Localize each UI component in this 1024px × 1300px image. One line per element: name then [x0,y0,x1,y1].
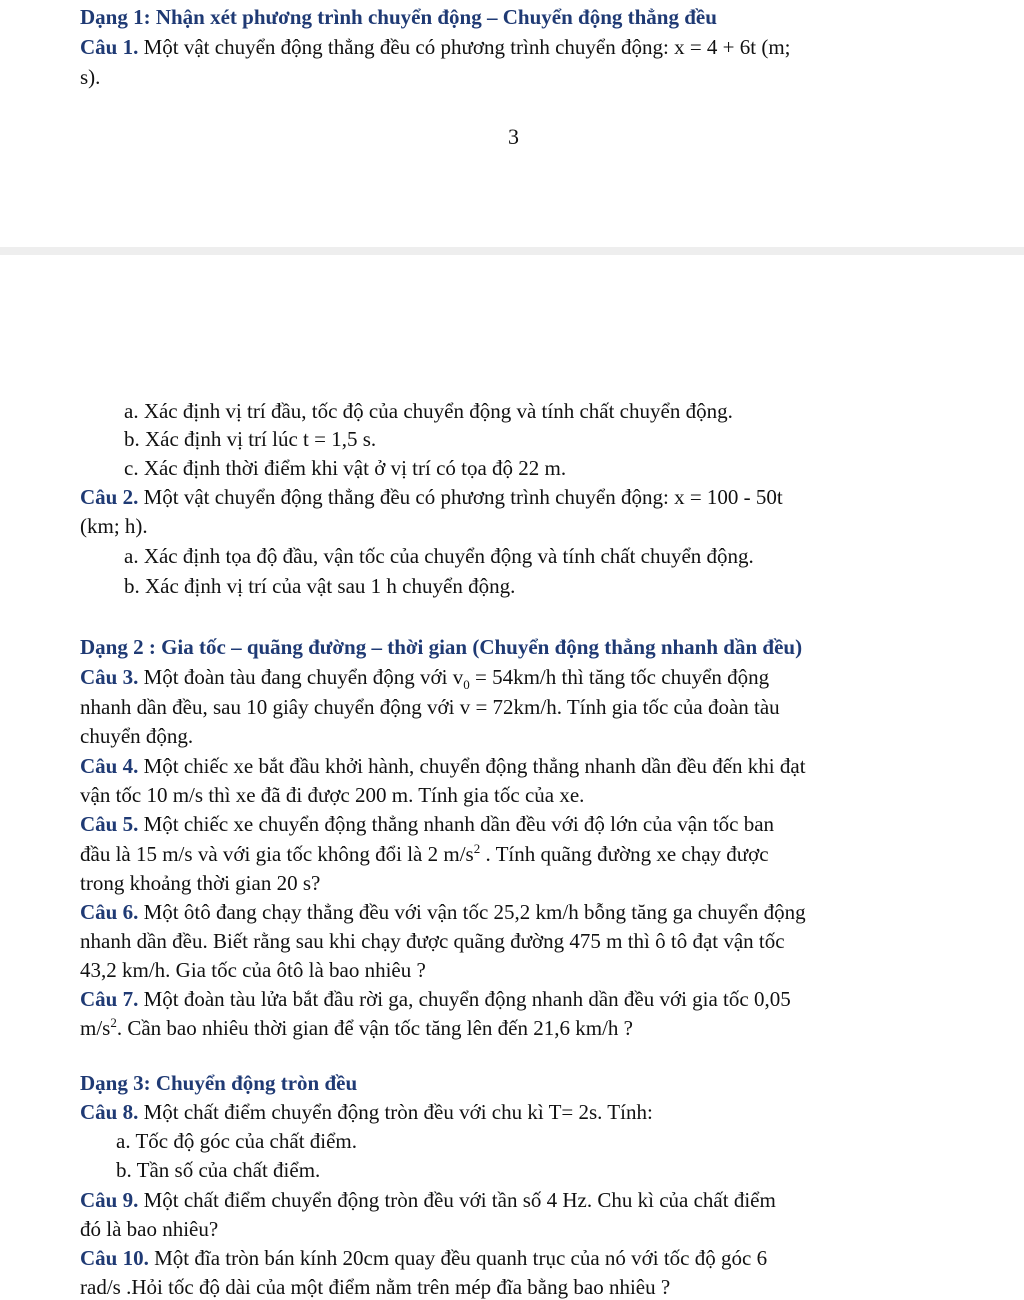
section2-heading: Dạng 2 : Gia tốc – quãng đường – thời gian (Chuyển động thẳng nhanh dần đều) [80,635,803,659]
q5-line3: trong khoảng thời gian 20 s? [80,871,321,895]
q1-b: b. Xác định vị trí lúc t = 1,5 s. [124,427,377,451]
q1-c: c. Xác định thời điểm khi vật ở vị trí có tọa độ 22 m. [124,456,567,480]
section1-heading: Dạng 1: Nhận xét phương trình chuyển động – Chuyển động thẳng đều [80,5,717,29]
q5-line1 [80,811,774,837]
q3-line1 [80,664,770,693]
q1-a: a. Xác định vị trí đầu, tốc độ của chuyển động và tính chất chuyển động. [124,399,733,423]
q2-a: a. Xác định tọa độ đầu, vận tốc của chuyển động và tính chất chuyển động. [124,544,754,568]
q8-a: a. Tốc độ góc của chất điểm. [116,1129,358,1153]
q1-line1 [80,34,791,60]
q7-text2-a: m/s [80,1016,111,1040]
q6-text: Một ôtô đang chạy thẳng đều với vận tốc 25,2 km/h bỗng tăng ga chuyển động [143,900,806,924]
q4-text: Một chiếc xe bắt đầu khởi hành, chuyển động thẳng nhanh dần đều đến khi đạt [143,754,806,778]
q2-line1 [80,484,783,510]
q4-line1 [80,753,806,779]
q5-text2-b: . Tính quãng đường xe chạy được [480,842,769,866]
q7-label: Câu 7. [80,987,139,1011]
q10-text: Một đĩa tròn bán kính 20cm quay đều quanh trục của nó với tốc độ góc 6 [154,1246,768,1270]
q1-line2: s). [80,65,101,89]
q9-line2: đó là bao nhiêu? [80,1217,219,1241]
q5-superscript: 2 [473,841,481,856]
q10-line2: rad/s .Hỏi tốc độ dài của một điểm nằm trên mép đĩa bằng bao nhiêu ? [80,1275,671,1299]
q8-line1 [80,1099,653,1125]
q8-text: Một chất điểm chuyển động tròn đều với chu kì T= 2s. Tính: [143,1100,653,1124]
q5-text: Một chiếc xe chuyển động thẳng nhanh dần đều với độ lớn của vận tốc ban [143,812,775,836]
q7-text: Một đoàn tàu lửa bắt đầu rời ga, chuyển động nhanh dần đều với gia tốc 0,05 [143,987,791,1011]
q3-text-b: = 54km/h thì tăng tốc chuyển động [469,665,770,689]
q6-line3: 43,2 km/h. Gia tốc của ôtô là bao nhiêu ? [80,958,426,982]
q1-label: Câu 1. [80,35,139,59]
q8-b: b. Tần số của chất điểm. [116,1158,321,1182]
q7-line1 [80,986,791,1012]
q2-line2: (km; h). [80,514,148,538]
q2-b: b. Xác định vị trí của vật sau 1 h chuyển động. [124,574,516,598]
q9-text: Một chất điểm chuyển động tròn đều với tần số 4 Hz. Chu kì của chất điểm [143,1188,776,1212]
q7-line2 [80,1015,633,1041]
q9-line1 [80,1187,776,1213]
q3-label: Câu 3. [80,665,139,689]
q3-line2: nhanh dần đều, sau 10 giây chuyển động với v = 72km/h. Tính gia tốc của đoàn tàu [80,695,780,719]
q6-line1 [80,899,806,925]
q2-text: Một vật chuyển động thẳng đều có phương trình chuyển động: x = 100 - 50t [143,485,783,509]
q5-text2-a: đầu là 15 m/s và với gia tốc không đổi là 2 m/s [80,842,474,866]
page-break [0,247,1024,255]
section3-heading: Dạng 3: Chuyển động tròn đều [80,1071,358,1095]
q1-text: Một vật chuyển động thẳng đều có phương trình chuyển động: x = 4 + 6t (m; [143,35,791,59]
q10-line1 [80,1245,767,1271]
q7-superscript: 2 [110,1015,117,1030]
q3-line3: chuyển động. [80,724,194,748]
page-number: 3 [508,124,519,149]
q3-subscript: 0 [463,677,470,693]
q6-line2: nhanh dần đều. Biết rằng sau khi chạy được quãng đường 475 m thì ô tô đạt vận tốc [80,929,785,953]
q3-text-a: Một đoàn tàu đang chuyển động với v [143,665,464,689]
q4-label: Câu 4. [80,754,139,778]
q7-text2-b: . Cần bao nhiêu thời gian để vận tốc tăng lên đến 21,6 km/h ? [116,1016,633,1040]
q8-label: Câu 8. [80,1100,139,1124]
q5-line2 [80,841,769,867]
q2-label: Câu 2. [80,485,139,509]
q6-label: Câu 6. [80,900,139,924]
q9-label: Câu 9. [80,1188,139,1212]
q10-label: Câu 10. [80,1246,149,1270]
q5-label: Câu 5. [80,812,139,836]
q4-line2: vận tốc 10 m/s thì xe đã đi được 200 m. Tính gia tốc của xe. [80,783,585,807]
